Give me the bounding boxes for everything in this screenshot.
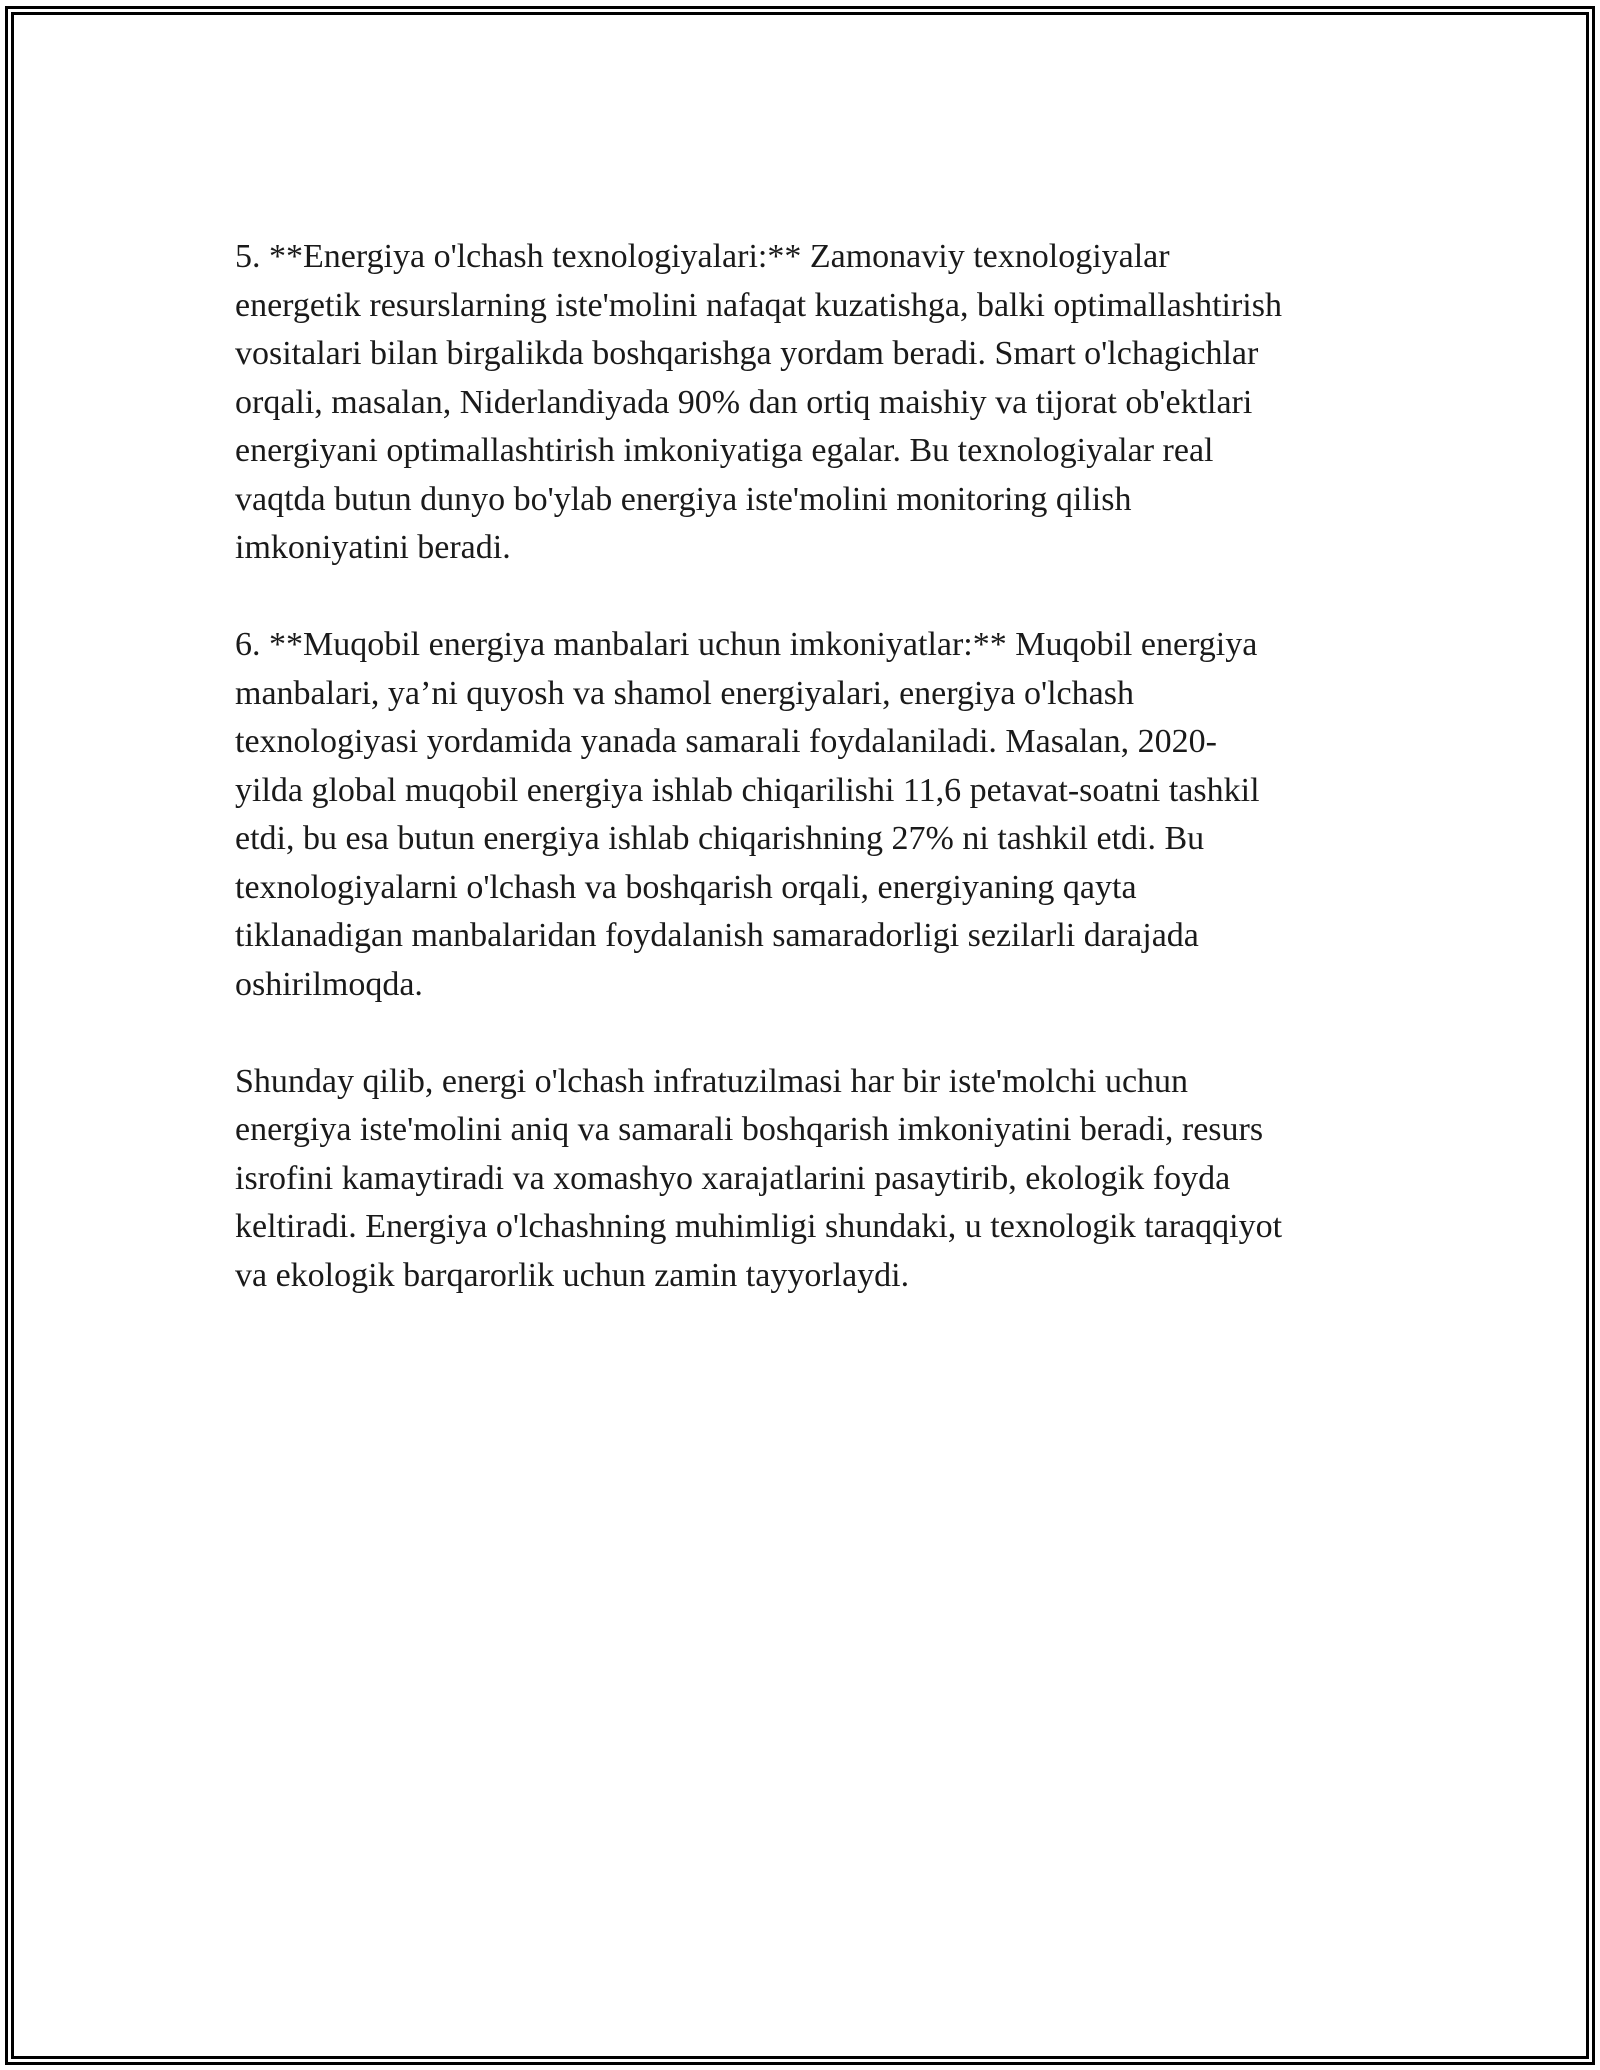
document-body [235,233,1375,1349]
paragraph-alternative-energy-opportunities: 6. **Muqobil energiya manbalari uchun imkoniyatlar:** Muqobil energiya manbalari, ya’ni quyosh va shamol energiyalari, energiya o'lchash texnologiyasi yordamida yanada samarali foydalaniladi. Masalan, 2020- yilda global muqobil energiya ishlab chiqarilishi 11,6 petavat-soatni tashkil etdi, bu esa butun energiya ishlab chiqarishning 27% ni tashkil etdi. Bu texnologiyalarni o'lchash va boshqarish orqali, energiyaning qayta tiklanadigan manbalaridan foydalanish samaradorligi sezilarli darajada oshirilmoqda. [235,626,1260,1003]
paragraph-conclusion: Shunday qilib, energi o'lchash infratuzilmasi har bir iste'molchi uchun energiya iste'molini aniq va samarali boshqarish imkoniyatini beradi, resurs isrofini kamaytiradi va xomashyo xarajatlarini pasaytirib, ekologik foyda keltiradi. Energiya o'lchashning muhimligi shundaki, u texnologik taraqqiyot va ekologik barqarorlik uchun zamin tayyorlaydi. [235,1062,1283,1294]
paragraph-energy-measurement-technologies: 5. **Energiya o'lchash texnologiyalari:** Zamonaviy texnologiyalar energetik resurslarning iste'molini nafaqat kuzatishga, balki optimallashtirish vositalari bilan birgalikda boshqarishga yordam beradi. Smart o'lchagichlar orqali, masalan, Niderlandiyada 90% dan ortiq maishiy va tijorat ob'ektlari energiyani optimallashtirish imkoniyatiga egalar. Bu texnologiyalar real vaqtda butun dunyo bo'ylab energiya iste'molini monitoring qilish imkoniyatini beradi. [235,238,1282,566]
